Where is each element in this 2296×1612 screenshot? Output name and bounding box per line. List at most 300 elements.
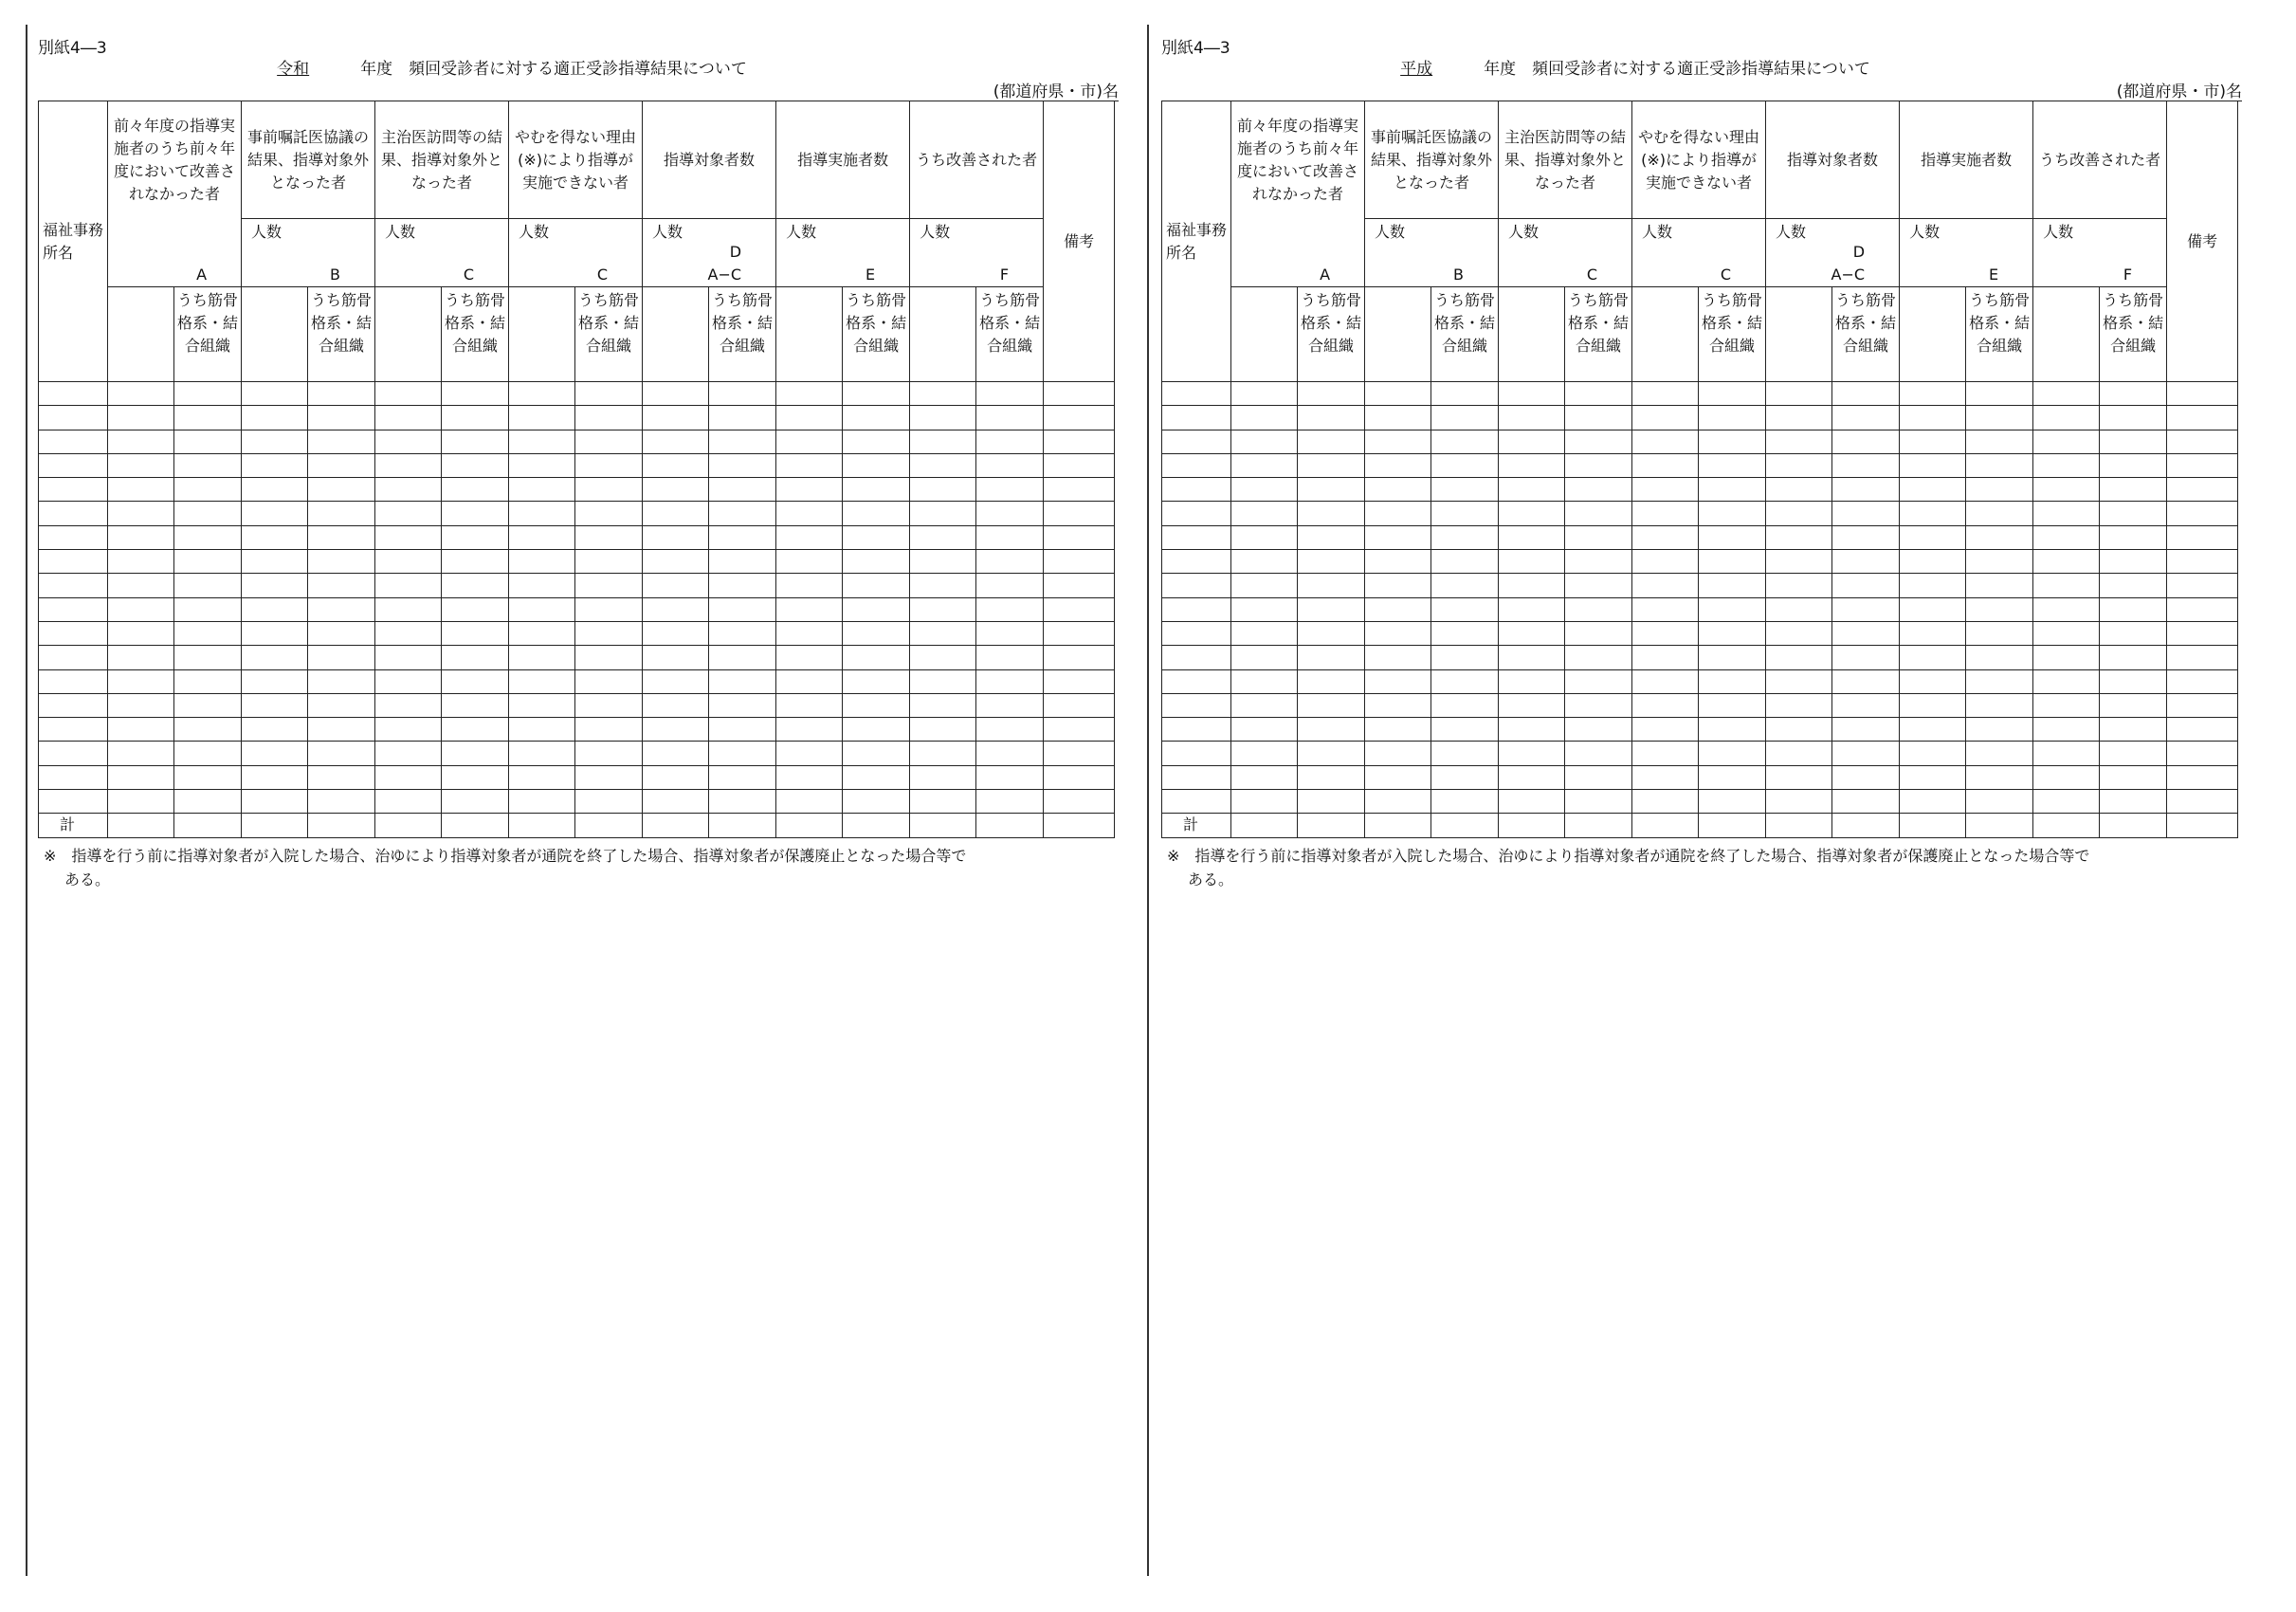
table-cell[interactable]: [2167, 742, 2238, 765]
table-cell[interactable]: [375, 453, 442, 477]
table-cell[interactable]: [643, 502, 709, 525]
table-cell[interactable]: [308, 382, 375, 406]
table-cell[interactable]: [1900, 718, 1966, 742]
table-cell[interactable]: [1565, 693, 1632, 717]
table-cell[interactable]: [1499, 382, 1565, 406]
table-cell[interactable]: [1298, 406, 1365, 430]
table-cell[interactable]: [1499, 765, 1565, 789]
table-cell[interactable]: [1162, 621, 1231, 645]
table-cell[interactable]: [976, 453, 1044, 477]
table-cell[interactable]: [1162, 502, 1231, 525]
table-cell[interactable]: [1162, 453, 1231, 477]
table-cell[interactable]: [308, 478, 375, 502]
table-cell[interactable]: [776, 502, 843, 525]
table-cell[interactable]: [39, 718, 108, 742]
table-cell[interactable]: [1900, 765, 1966, 789]
table-cell[interactable]: [308, 646, 375, 669]
table-cell[interactable]: [643, 478, 709, 502]
table-cell[interactable]: [1699, 765, 1766, 789]
table-cell[interactable]: [1966, 453, 2033, 477]
table-cell[interactable]: [509, 718, 575, 742]
table-cell[interactable]: [1231, 597, 1298, 621]
table-cell[interactable]: [1365, 574, 1431, 597]
table-cell[interactable]: [910, 765, 976, 789]
table-cell[interactable]: [1044, 646, 1115, 669]
table-cell[interactable]: [1632, 478, 1699, 502]
table-cell[interactable]: [976, 621, 1044, 645]
table-cell[interactable]: [643, 430, 709, 453]
table-cell[interactable]: [1044, 765, 1115, 789]
table-cell[interactable]: [1499, 478, 1565, 502]
table-cell[interactable]: [776, 574, 843, 597]
table-cell[interactable]: [1766, 718, 1832, 742]
table-cell[interactable]: [2100, 453, 2167, 477]
table-cell[interactable]: [108, 790, 174, 814]
table-cell[interactable]: [1044, 669, 1115, 693]
table-cell[interactable]: [375, 478, 442, 502]
table-cell[interactable]: [1832, 742, 1900, 765]
table-cell[interactable]: [39, 646, 108, 669]
total-cell[interactable]: [776, 814, 843, 837]
table-cell[interactable]: [1231, 718, 1298, 742]
table-cell[interactable]: [442, 478, 509, 502]
table-cell[interactable]: [1044, 718, 1115, 742]
table-cell[interactable]: [843, 693, 910, 717]
table-cell[interactable]: [108, 669, 174, 693]
table-cell[interactable]: [1832, 382, 1900, 406]
table-cell[interactable]: [843, 382, 910, 406]
table-cell[interactable]: [1699, 718, 1766, 742]
table-cell[interactable]: [1162, 669, 1231, 693]
table-cell[interactable]: [709, 790, 776, 814]
total-cell[interactable]: [976, 814, 1044, 837]
table-cell[interactable]: [1499, 742, 1565, 765]
table-cell[interactable]: [308, 525, 375, 549]
table-cell[interactable]: [2167, 790, 2238, 814]
table-cell[interactable]: [442, 550, 509, 574]
table-cell[interactable]: [2100, 621, 2167, 645]
table-cell[interactable]: [1766, 382, 1832, 406]
table-cell[interactable]: [1044, 453, 1115, 477]
table-cell[interactable]: [976, 718, 1044, 742]
table-cell[interactable]: [1431, 669, 1499, 693]
table-cell[interactable]: [174, 621, 242, 645]
table-cell[interactable]: [575, 453, 643, 477]
table-cell[interactable]: [976, 382, 1044, 406]
table-cell[interactable]: [442, 382, 509, 406]
table-cell[interactable]: [1632, 669, 1699, 693]
table-cell[interactable]: [643, 406, 709, 430]
table-cell[interactable]: [643, 621, 709, 645]
table-cell[interactable]: [375, 597, 442, 621]
table-cell[interactable]: [1162, 550, 1231, 574]
total-cell[interactable]: [643, 814, 709, 837]
table-cell[interactable]: [1365, 669, 1431, 693]
table-cell[interactable]: [2167, 597, 2238, 621]
table-cell[interactable]: [1365, 550, 1431, 574]
table-cell[interactable]: [1231, 430, 1298, 453]
table-cell[interactable]: [1966, 742, 2033, 765]
table-cell[interactable]: [1832, 430, 1900, 453]
table-cell[interactable]: [108, 525, 174, 549]
table-cell[interactable]: [575, 525, 643, 549]
table-cell[interactable]: [2167, 765, 2238, 789]
table-cell[interactable]: [776, 790, 843, 814]
table-cell[interactable]: [375, 765, 442, 789]
table-cell[interactable]: [1044, 790, 1115, 814]
table-cell[interactable]: [2167, 718, 2238, 742]
table-cell[interactable]: [2167, 406, 2238, 430]
table-cell[interactable]: [776, 406, 843, 430]
table-cell[interactable]: [709, 550, 776, 574]
table-cell[interactable]: [575, 597, 643, 621]
total-cell[interactable]: [1565, 814, 1632, 837]
table-cell[interactable]: [2100, 430, 2167, 453]
table-cell[interactable]: [1699, 382, 1766, 406]
table-cell[interactable]: [174, 525, 242, 549]
table-cell[interactable]: [1298, 621, 1365, 645]
table-cell[interactable]: [575, 742, 643, 765]
table-cell[interactable]: [1044, 478, 1115, 502]
table-cell[interactable]: [1699, 502, 1766, 525]
table-cell[interactable]: [1832, 478, 1900, 502]
table-cell[interactable]: [442, 742, 509, 765]
table-cell[interactable]: [2167, 550, 2238, 574]
table-cell[interactable]: [1231, 406, 1298, 430]
table-cell[interactable]: [1365, 406, 1431, 430]
table-cell[interactable]: [910, 550, 976, 574]
table-cell[interactable]: [442, 718, 509, 742]
table-cell[interactable]: [442, 765, 509, 789]
table-cell[interactable]: [1365, 525, 1431, 549]
table-cell[interactable]: [1766, 790, 1832, 814]
table-cell[interactable]: [1162, 525, 1231, 549]
table-cell[interactable]: [375, 525, 442, 549]
table-cell[interactable]: [108, 406, 174, 430]
table-cell[interactable]: [1431, 718, 1499, 742]
table-cell[interactable]: [375, 718, 442, 742]
table-cell[interactable]: [509, 621, 575, 645]
table-cell[interactable]: [1766, 550, 1832, 574]
table-cell[interactable]: [1298, 574, 1365, 597]
table-cell[interactable]: [1365, 453, 1431, 477]
table-cell[interactable]: [1832, 693, 1900, 717]
table-cell[interactable]: [843, 478, 910, 502]
total-cell[interactable]: [1499, 814, 1565, 837]
table-cell[interactable]: [1298, 646, 1365, 669]
table-cell[interactable]: [1231, 574, 1298, 597]
table-cell[interactable]: [1298, 382, 1365, 406]
table-cell[interactable]: [2033, 550, 2100, 574]
table-cell[interactable]: [1766, 646, 1832, 669]
table-cell[interactable]: [1499, 525, 1565, 549]
table-cell[interactable]: [776, 550, 843, 574]
table-cell[interactable]: [375, 693, 442, 717]
table-cell[interactable]: [1699, 790, 1766, 814]
table-cell[interactable]: [1900, 742, 1966, 765]
table-cell[interactable]: [1966, 693, 2033, 717]
table-cell[interactable]: [709, 693, 776, 717]
table-cell[interactable]: [308, 550, 375, 574]
table-cell[interactable]: [1044, 406, 1115, 430]
table-cell[interactable]: [1832, 765, 1900, 789]
table-cell[interactable]: [39, 574, 108, 597]
table-cell[interactable]: [2167, 621, 2238, 645]
table-cell[interactable]: [1565, 742, 1632, 765]
table-cell[interactable]: [1565, 765, 1632, 789]
table-cell[interactable]: [843, 574, 910, 597]
table-cell[interactable]: [1499, 453, 1565, 477]
total-cell[interactable]: [1832, 814, 1900, 837]
table-cell[interactable]: [242, 646, 308, 669]
table-cell[interactable]: [242, 453, 308, 477]
table-cell[interactable]: [1231, 669, 1298, 693]
table-cell[interactable]: [1766, 597, 1832, 621]
table-cell[interactable]: [910, 669, 976, 693]
table-cell[interactable]: [308, 430, 375, 453]
table-cell[interactable]: [1565, 669, 1632, 693]
total-cell[interactable]: [1365, 814, 1431, 837]
table-cell[interactable]: [1900, 646, 1966, 669]
table-cell[interactable]: [509, 453, 575, 477]
table-cell[interactable]: [509, 550, 575, 574]
table-cell[interactable]: [1832, 597, 1900, 621]
table-cell[interactable]: [442, 406, 509, 430]
table-cell[interactable]: [1298, 430, 1365, 453]
table-cell[interactable]: [1431, 765, 1499, 789]
table-cell[interactable]: [2100, 597, 2167, 621]
table-cell[interactable]: [1632, 550, 1699, 574]
table-cell[interactable]: [2033, 621, 2100, 645]
table-cell[interactable]: [509, 693, 575, 717]
table-cell[interactable]: [575, 765, 643, 789]
table-cell[interactable]: [709, 478, 776, 502]
table-cell[interactable]: [1365, 430, 1431, 453]
table-cell[interactable]: [910, 453, 976, 477]
total-cell[interactable]: [1231, 814, 1298, 837]
table-cell[interactable]: [509, 669, 575, 693]
table-cell[interactable]: [1565, 525, 1632, 549]
table-cell[interactable]: [1632, 525, 1699, 549]
table-cell[interactable]: [843, 406, 910, 430]
table-cell[interactable]: [843, 525, 910, 549]
total-cell[interactable]: [2100, 814, 2167, 837]
table-cell[interactable]: [2100, 574, 2167, 597]
table-cell[interactable]: [1162, 790, 1231, 814]
table-cell[interactable]: [1044, 693, 1115, 717]
table-cell[interactable]: [108, 597, 174, 621]
table-cell[interactable]: [1162, 478, 1231, 502]
table-cell[interactable]: [575, 621, 643, 645]
table-cell[interactable]: [776, 478, 843, 502]
table-cell[interactable]: [174, 597, 242, 621]
table-cell[interactable]: [776, 646, 843, 669]
table-cell[interactable]: [709, 525, 776, 549]
table-cell[interactable]: [1966, 502, 2033, 525]
total-cell[interactable]: [843, 814, 910, 837]
table-cell[interactable]: [575, 406, 643, 430]
table-cell[interactable]: [709, 406, 776, 430]
table-cell[interactable]: [174, 669, 242, 693]
table-cell[interactable]: [1699, 430, 1766, 453]
table-cell[interactable]: [776, 742, 843, 765]
table-cell[interactable]: [1966, 718, 2033, 742]
table-cell[interactable]: [108, 430, 174, 453]
table-cell[interactable]: [910, 621, 976, 645]
table-cell[interactable]: [976, 502, 1044, 525]
table-cell[interactable]: [1298, 453, 1365, 477]
table-cell[interactable]: [108, 550, 174, 574]
table-cell[interactable]: [1162, 718, 1231, 742]
table-cell[interactable]: [1766, 453, 1832, 477]
table-cell[interactable]: [1766, 693, 1832, 717]
table-cell[interactable]: [1699, 406, 1766, 430]
table-cell[interactable]: [2100, 742, 2167, 765]
table-cell[interactable]: [509, 765, 575, 789]
table-cell[interactable]: [1044, 382, 1115, 406]
table-cell[interactable]: [375, 406, 442, 430]
total-cell[interactable]: [2033, 814, 2100, 837]
table-cell[interactable]: [509, 574, 575, 597]
table-cell[interactable]: [2100, 502, 2167, 525]
table-cell[interactable]: [1900, 525, 1966, 549]
table-cell[interactable]: [1431, 453, 1499, 477]
table-cell[interactable]: [1966, 646, 2033, 669]
table-cell[interactable]: [375, 430, 442, 453]
total-cell[interactable]: [910, 814, 976, 837]
table-cell[interactable]: [1766, 765, 1832, 789]
table-cell[interactable]: [2167, 669, 2238, 693]
table-cell[interactable]: [1431, 406, 1499, 430]
table-cell[interactable]: [643, 382, 709, 406]
table-cell[interactable]: [1044, 430, 1115, 453]
table-cell[interactable]: [1231, 502, 1298, 525]
table-cell[interactable]: [2033, 790, 2100, 814]
table-cell[interactable]: [242, 597, 308, 621]
table-cell[interactable]: [910, 525, 976, 549]
table-cell[interactable]: [976, 742, 1044, 765]
table-cell[interactable]: [1699, 646, 1766, 669]
table-cell[interactable]: [174, 453, 242, 477]
table-cell[interactable]: [2167, 693, 2238, 717]
table-cell[interactable]: [1966, 597, 2033, 621]
table-cell[interactable]: [1966, 406, 2033, 430]
table-cell[interactable]: [709, 574, 776, 597]
table-cell[interactable]: [242, 742, 308, 765]
table-cell[interactable]: [108, 453, 174, 477]
table-cell[interactable]: [1565, 550, 1632, 574]
table-cell[interactable]: [442, 525, 509, 549]
table-cell[interactable]: [1431, 550, 1499, 574]
table-cell[interactable]: [174, 742, 242, 765]
table-cell[interactable]: [375, 382, 442, 406]
table-cell[interactable]: [1499, 574, 1565, 597]
table-cell[interactable]: [1832, 621, 1900, 645]
total-cell[interactable]: [442, 814, 509, 837]
table-cell[interactable]: [1162, 646, 1231, 669]
table-cell[interactable]: [242, 790, 308, 814]
table-cell[interactable]: [2100, 550, 2167, 574]
table-cell[interactable]: [242, 525, 308, 549]
table-cell[interactable]: [308, 790, 375, 814]
table-cell[interactable]: [776, 597, 843, 621]
table-cell[interactable]: [910, 574, 976, 597]
table-cell[interactable]: [2100, 669, 2167, 693]
table-cell[interactable]: [910, 597, 976, 621]
table-cell[interactable]: [1766, 621, 1832, 645]
table-cell[interactable]: [776, 718, 843, 742]
table-cell[interactable]: [242, 478, 308, 502]
table-cell[interactable]: [843, 430, 910, 453]
table-cell[interactable]: [242, 502, 308, 525]
table-cell[interactable]: [375, 669, 442, 693]
table-cell[interactable]: [575, 478, 643, 502]
table-cell[interactable]: [1499, 502, 1565, 525]
table-cell[interactable]: [1832, 525, 1900, 549]
table-cell[interactable]: [108, 502, 174, 525]
table-cell[interactable]: [1044, 525, 1115, 549]
table-cell[interactable]: [2033, 502, 2100, 525]
table-cell[interactable]: [1699, 693, 1766, 717]
table-cell[interactable]: [1766, 669, 1832, 693]
table-cell[interactable]: [174, 382, 242, 406]
table-cell[interactable]: [1162, 406, 1231, 430]
table-cell[interactable]: [1298, 597, 1365, 621]
table-cell[interactable]: [39, 430, 108, 453]
table-cell[interactable]: [509, 430, 575, 453]
total-cell[interactable]: [1900, 814, 1966, 837]
table-cell[interactable]: [2033, 669, 2100, 693]
table-cell[interactable]: [1499, 597, 1565, 621]
table-cell[interactable]: [1231, 765, 1298, 789]
table-cell[interactable]: [108, 693, 174, 717]
table-cell[interactable]: [1231, 478, 1298, 502]
table-cell[interactable]: [375, 550, 442, 574]
table-cell[interactable]: [1365, 693, 1431, 717]
table-cell[interactable]: [976, 693, 1044, 717]
table-cell[interactable]: [643, 669, 709, 693]
table-cell[interactable]: [1565, 790, 1632, 814]
table-cell[interactable]: [976, 790, 1044, 814]
table-cell[interactable]: [1365, 502, 1431, 525]
table-cell[interactable]: [1900, 430, 1966, 453]
total-cell[interactable]: [1431, 814, 1499, 837]
total-cell[interactable]: [709, 814, 776, 837]
table-cell[interactable]: [910, 646, 976, 669]
table-cell[interactable]: [2033, 406, 2100, 430]
table-cell[interactable]: [643, 525, 709, 549]
table-cell[interactable]: [509, 406, 575, 430]
table-cell[interactable]: [1565, 382, 1632, 406]
total-cell[interactable]: [1966, 814, 2033, 837]
table-cell[interactable]: [643, 646, 709, 669]
table-cell[interactable]: [976, 669, 1044, 693]
table-cell[interactable]: [174, 406, 242, 430]
table-cell[interactable]: [442, 621, 509, 645]
table-cell[interactable]: [1298, 669, 1365, 693]
table-cell[interactable]: [1966, 525, 2033, 549]
table-cell[interactable]: [643, 790, 709, 814]
table-cell[interactable]: [1699, 525, 1766, 549]
table-cell[interactable]: [2033, 525, 2100, 549]
table-cell[interactable]: [174, 478, 242, 502]
table-cell[interactable]: [2033, 742, 2100, 765]
table-cell[interactable]: [976, 406, 1044, 430]
table-cell[interactable]: [1162, 574, 1231, 597]
table-cell[interactable]: [976, 574, 1044, 597]
table-cell[interactable]: [1699, 574, 1766, 597]
table-cell[interactable]: [2033, 382, 2100, 406]
